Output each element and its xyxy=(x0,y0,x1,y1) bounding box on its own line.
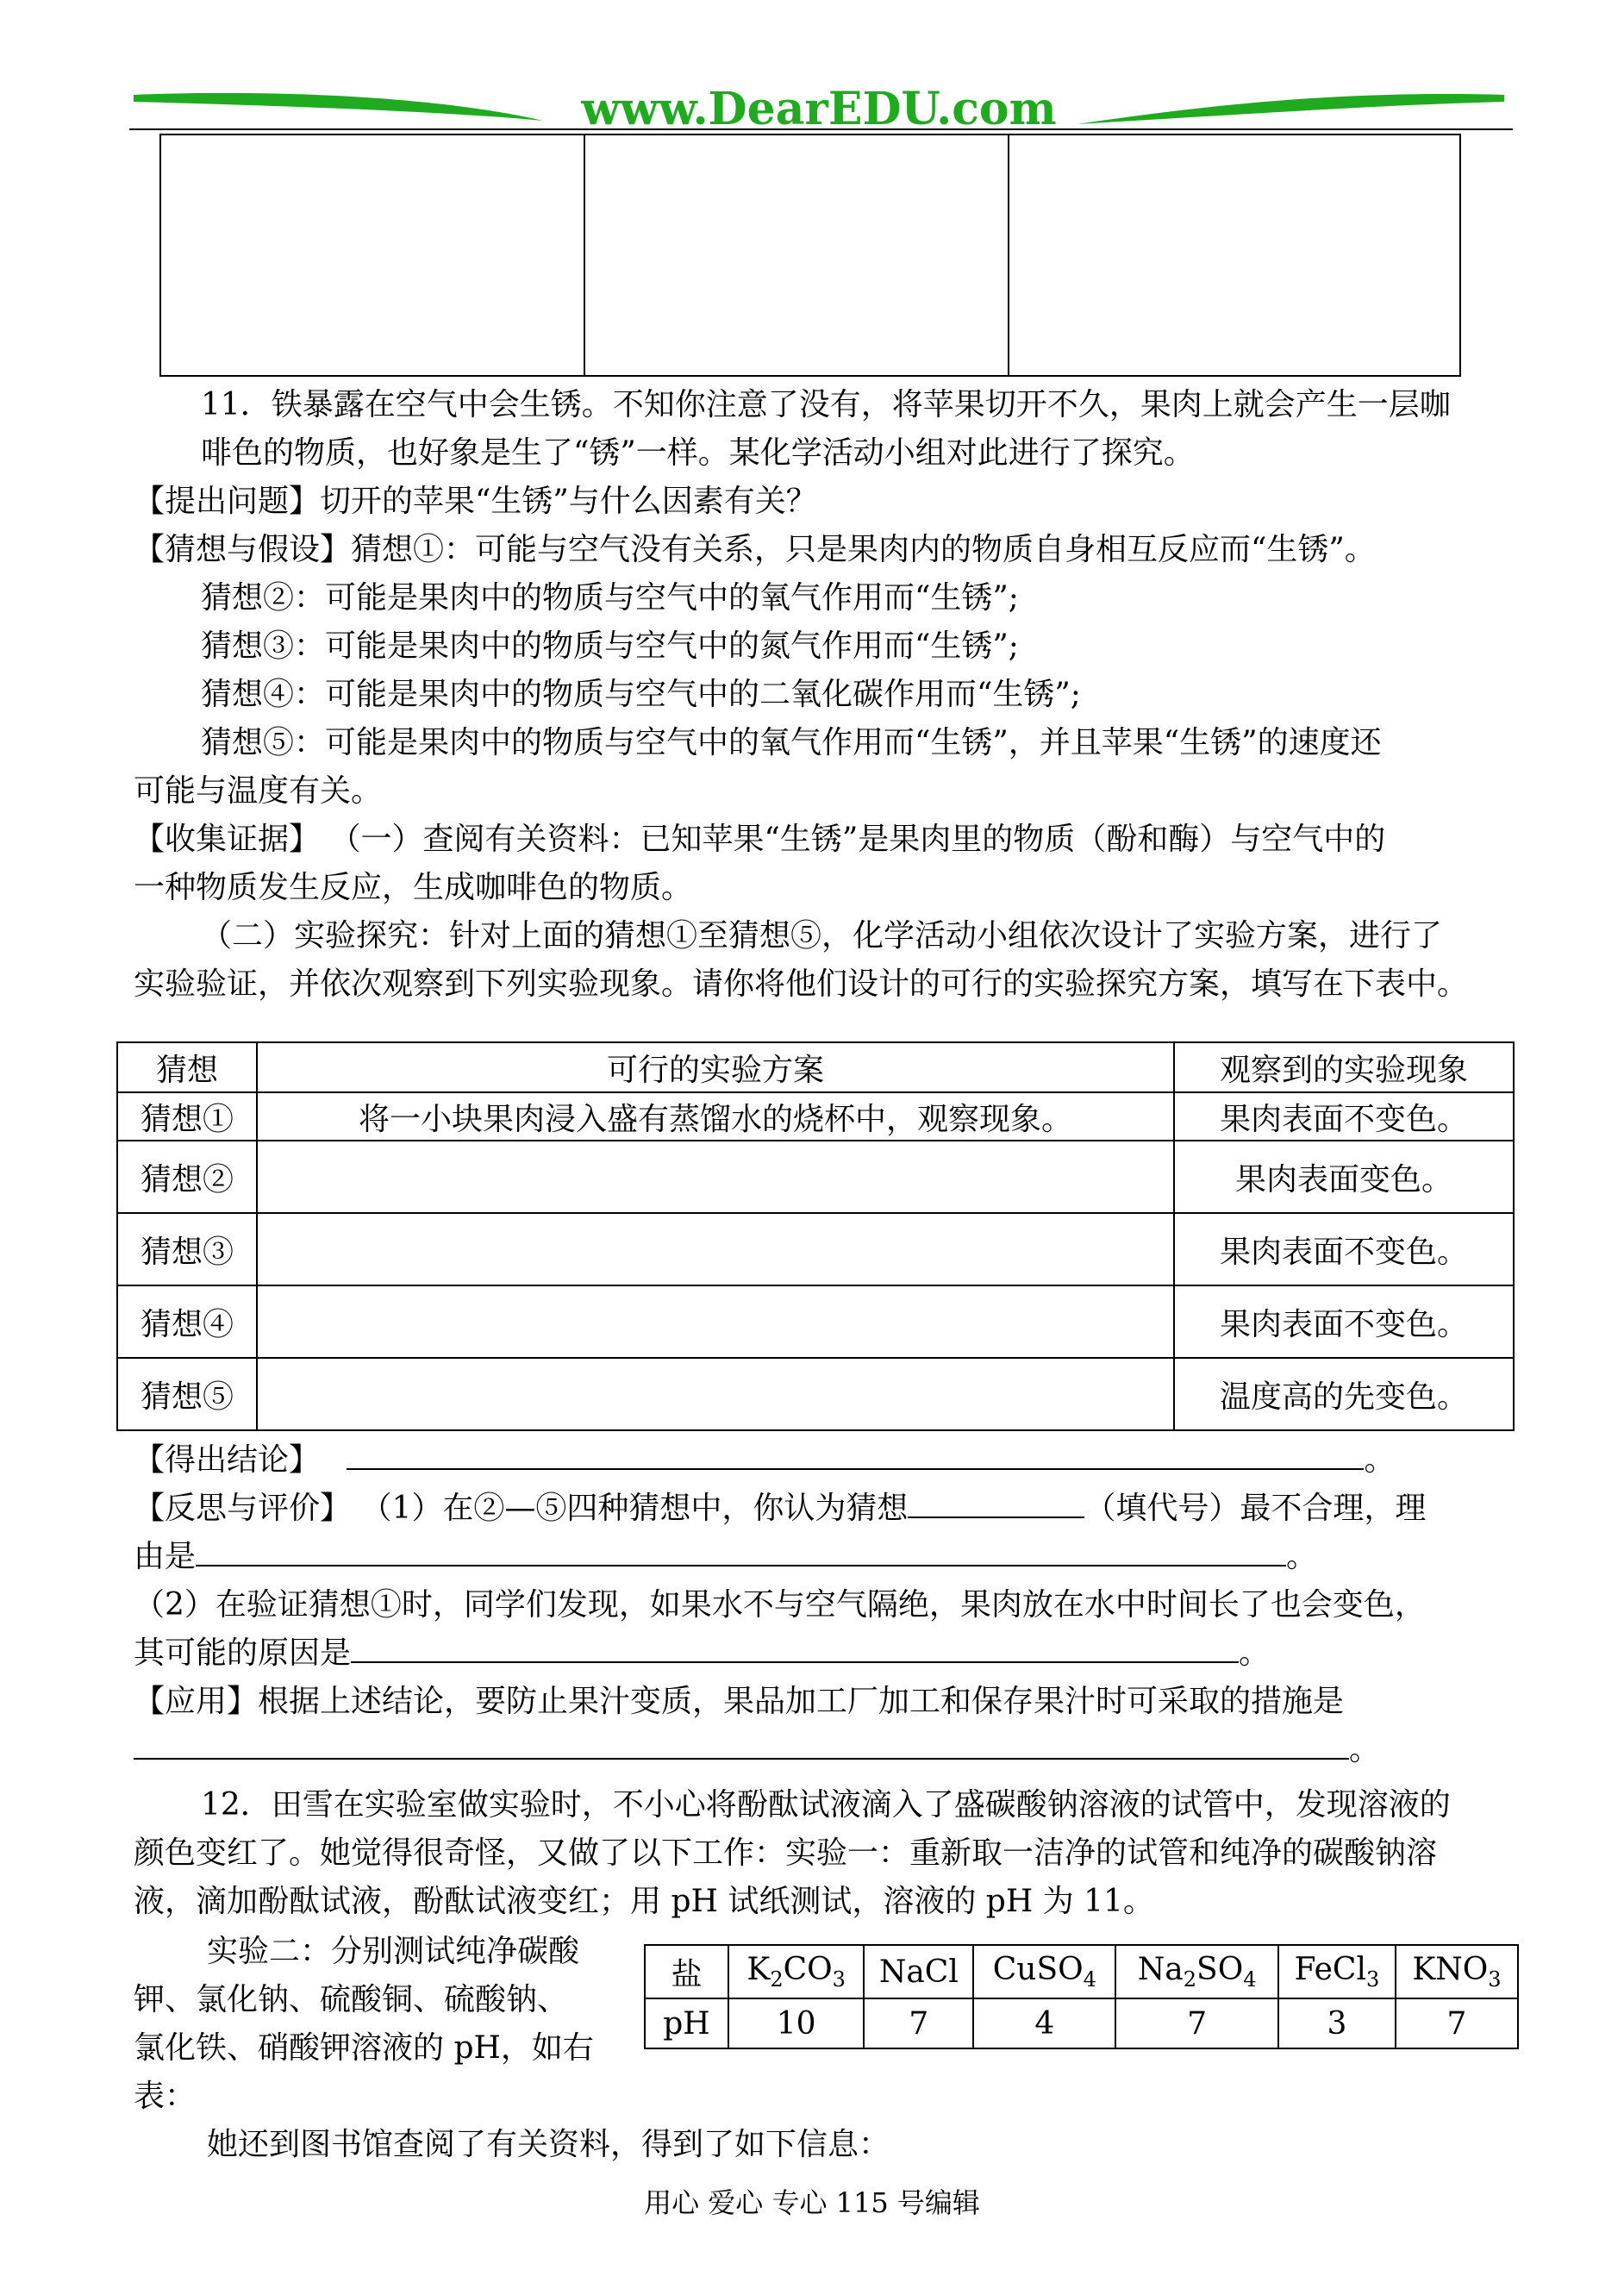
q11-ev1b: 一种物质发生反应，生成咖啡色的物质。 xyxy=(134,870,693,905)
row-hypothesis: 猜想① xyxy=(117,1092,257,1141)
q11-ev1a: 【收集证据】 （一）查阅有关资料：已知苹果“生锈”是果肉里的物质（酚和酶）与空气中的 xyxy=(134,822,1386,857)
table-row xyxy=(117,1358,1514,1430)
q12-exp2c: 氯化铁、硝酸钾溶液的 pH，如右 xyxy=(134,2030,594,2066)
q11-hyp2: 猜想②：可能是果肉中的物质与空气中的氧气作用而“生锈”; xyxy=(201,580,1019,616)
period: 。 xyxy=(1239,1635,1271,1671)
conclusion-label: 【得出结论】 xyxy=(134,1442,321,1478)
q12-exp2b: 钾、氯化钠、硫酸铜、硫酸钠、 xyxy=(134,1982,569,2017)
salt-label: 盐 xyxy=(645,1945,728,1998)
q12-exp2a: 实验二：分别测试纯净碳酸 xyxy=(207,1934,580,1969)
reflection2-line1: （2）在验证猜想①时，同学们发现，如果水不与空气隔绝，果肉放在水中时间长了也会变色， xyxy=(134,1587,1426,1623)
q11-hyp5b: 可能与温度有关。 xyxy=(134,773,383,809)
header-banner xyxy=(129,79,1508,140)
row-observation: 果肉表面不变色。 xyxy=(1174,1092,1514,1141)
row-plan[interactable] xyxy=(257,1141,1174,1213)
q12-exp2d: 表： xyxy=(134,2079,197,2114)
ph-value: 3 xyxy=(1278,1998,1396,2048)
table-row xyxy=(160,134,1460,376)
reflection-text-a: 【反思与评价】 （1）在②—⑤四种猜想中，你认为猜想 xyxy=(134,1491,909,1526)
row-plan: 将一小块果肉浸入盛有蒸馏水的烧杯中，观察现象。 xyxy=(257,1092,1174,1141)
measure-blank[interactable] xyxy=(134,1732,1349,1760)
row-plan[interactable] xyxy=(257,1285,1174,1358)
table-row xyxy=(117,1141,1514,1213)
q12-line2: 颜色变红了。她觉得很奇怪，又做了以下工作：实验一：重新取一洁净的试管和纯净的碳酸钠溶 xyxy=(134,1835,1438,1871)
salt-cell: $Na_2SO_4$ xyxy=(1115,1945,1278,1998)
reflection-line1 xyxy=(134,1490,1426,1528)
left-swoosh xyxy=(134,93,543,121)
ph-label: pH xyxy=(645,1998,728,2048)
application-line: 【应用】根据上述结论，要防止果汁变质，果品加工厂加工和保存果汁时可采取的措施是 xyxy=(134,1684,1345,1719)
row-hypothesis: 猜想⑤ xyxy=(117,1358,257,1430)
table-row xyxy=(117,1213,1514,1285)
q11-hyp5a: 猜想⑤：可能是果肉中的物质与空气中的氧气作用而“生锈”，并且苹果“生锈”的速度还 xyxy=(201,725,1382,760)
row-observation: 温度高的先变色。 xyxy=(1174,1358,1514,1430)
row-hypothesis: 猜想③ xyxy=(117,1213,257,1285)
ph-value: 4 xyxy=(973,1998,1115,2048)
table-row xyxy=(117,1285,1514,1358)
header-rule xyxy=(129,128,1513,130)
ph-value: 10 xyxy=(728,1998,864,2048)
reflection-text-c: 由是 xyxy=(134,1539,197,1574)
cause-blank[interactable] xyxy=(351,1635,1239,1663)
col-header-hypothesis: 猜想 xyxy=(117,1042,257,1092)
row-hypothesis: 猜想④ xyxy=(117,1285,257,1358)
salt-cell: CuSO$_4$ xyxy=(973,1945,1115,1998)
blank-table xyxy=(159,134,1461,377)
row-plan[interactable] xyxy=(257,1358,1174,1430)
col-header-observation: 观察到的实验现象 xyxy=(1174,1042,1514,1092)
q11-line1: 11．铁暴露在空气中会生锈。不知你注意了没有，将苹果切开不久，果肉上就会产生一层咖 xyxy=(201,387,1451,422)
salt-cell: $K_2CO_3$ xyxy=(728,1945,864,1998)
period: 。 xyxy=(1349,1732,1381,1767)
application-blank-line xyxy=(134,1731,1380,1769)
ph-value: 7 xyxy=(864,1998,973,2048)
table-header-row xyxy=(117,1042,1514,1092)
table-row xyxy=(117,1092,1514,1141)
q12-line3: 液，滴加酚酞试液，酚酞试液变红；用 pH 试纸测试，溶液的 pH 为 11。 xyxy=(134,1884,1154,1919)
reflection-text-b: （填代号）最不合理，理 xyxy=(1084,1491,1427,1526)
hypothesis-code-blank[interactable] xyxy=(908,1491,1084,1518)
reflection2-text: 其可能的原因是 xyxy=(134,1635,352,1671)
row-hypothesis: 猜想② xyxy=(117,1141,257,1213)
right-swoosh xyxy=(1077,94,1504,124)
q11-hyp4: 猜想④：可能是果肉中的物质与空气中的二氧化碳作用而“生锈”; xyxy=(201,677,1081,712)
conclusion-line xyxy=(134,1441,1395,1479)
q11-hyp1: 【猜想与假设】猜想①：可能与空气没有关系，只是果肉内的物质自身相互反应而“生锈”。 xyxy=(134,532,1376,567)
page-footer: 用心 爱心 专心 115 号编辑 xyxy=(644,2186,980,2219)
period: 。 xyxy=(1364,1442,1396,1478)
blank-cell xyxy=(160,134,584,376)
salt-row xyxy=(645,1945,1518,1998)
conclusion-blank[interactable] xyxy=(347,1442,1364,1470)
q11-ev2a: （二）实验探究：针对上面的猜想①至猜想⑤，化学活动小组依次设计了实验方案，进行了 xyxy=(201,918,1443,954)
row-observation: 果肉表面不变色。 xyxy=(1174,1285,1514,1358)
reason-blank[interactable] xyxy=(196,1539,1286,1566)
q11-hyp3: 猜想③：可能是果肉中的物质与空气中的氮气作用而“生锈”; xyxy=(201,628,1019,664)
ph-table xyxy=(644,1944,1519,2049)
q11-ask: 【提出问题】切开的苹果“生锈”与什么因素有关？ xyxy=(134,484,817,519)
reflection-line2 xyxy=(134,1538,1317,1576)
ph-value: 7 xyxy=(1396,1998,1518,2048)
site-logo: www.DearEDU.com xyxy=(581,83,1057,135)
q12-line1: 12．田雪在实验室做实验时，不小心将酚酞试液滴入了盛碳酸钠溶液的试管中，发现溶液的 xyxy=(201,1787,1451,1823)
reflection2-line2 xyxy=(134,1635,1270,1673)
experiment-table xyxy=(116,1041,1515,1431)
salt-cell: FeCl$_3$ xyxy=(1278,1945,1396,1998)
row-plan[interactable] xyxy=(257,1213,1174,1285)
period: 。 xyxy=(1286,1539,1318,1574)
col-header-plan: 可行的实验方案 xyxy=(257,1042,1174,1092)
ph-row xyxy=(645,1998,1518,2048)
q11-ev2b: 实验验证，并依次观察到下列实验现象。请你将他们设计的可行的实验探究方案，填写在下表中。 xyxy=(134,966,1469,1002)
ph-value: 7 xyxy=(1115,1998,1278,2048)
q11-line2: 啡色的物质，也好象是生了“锈”一样。某化学活动小组对此进行了探究。 xyxy=(201,435,1195,471)
q12-library: 她还到图书馆查阅了有关资料，得到了如下信息： xyxy=(207,2127,890,2162)
row-observation: 果肉表面不变色。 xyxy=(1174,1213,1514,1285)
blank-cell xyxy=(584,134,1009,376)
salt-cell: $KNO_3$ xyxy=(1396,1945,1518,1998)
salt-cell: NaCl xyxy=(864,1945,973,1998)
row-observation: 果肉表面变色。 xyxy=(1174,1141,1514,1213)
blank-cell xyxy=(1009,134,1460,376)
